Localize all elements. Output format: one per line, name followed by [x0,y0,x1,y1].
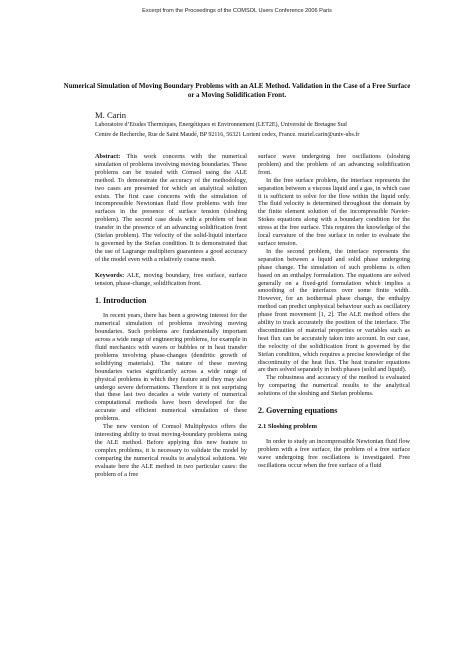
left-column [95,153,247,478]
abstract-label: Abstract: [95,153,121,160]
keywords-text: ALE, moving boundary, free surface, surface tension, phase-change, solidification front. [95,271,247,287]
body-paragraph-4: The robustness and accuracy of the method is evaluated by comparing the numerical results to the analytical solutions of the sloshing and Stefan problems. [258,374,410,398]
abstract-text: This work concerns with the numerical simulation of problems involving moving boundaries. These problems can be treated with Comsol using the ALE method. To demonstrate the accuracy of the methodology, two cases are presented for which an analytical solution exists. The first case concerns with the simulation of incompressible Newtonian fluid flow problems with free surfaces in the presence of surface tension (sloshing problem). The second case deals with a problem of heat transfer in the presence of an advancing solidification front (Stefan problem). The velocity of the solid-liquid interface is governed by the Stefan condition. It is demonstrated that the use of Lagrange multipliers guarantees a good accuracy of the model even with a relatively coarse mesh. [95,153,247,263]
subsection-heading-sloshing: 2.1 Sloshing problem [258,423,318,430]
running-head: Excerpt from the Proceedings of the COMSOL Users Conference 2006 Paris [142,8,332,14]
section-heading-introduction: 1. Introduction [95,295,147,305]
affiliation [95,121,435,140]
body-paragraph-1: surface wave undergoing free oscillations (sloshing problem) and the problem of an advancing solidification front. [258,153,410,176]
section-heading-governing-equations: 2. Governing equations [258,406,338,416]
right-column [258,153,410,470]
abstract [95,153,247,264]
affiliation-line-2: Centre de Recherche, Rue de Saint Maudé, BP 92116, 56321 Lorient cedex, France. muriel.carin@univ-ubs.fr [95,131,360,138]
intro-paragraph-1: In recent years, there has been a growing interest for the numerical simulation of problems involving moving boundaries. Such problems are fundamentally important across a wide range of engineering problems, for example in fluid mechanics with waves or bubbles or in heat transfer problems involving phase-changes (dendritic growth of solidifying materials). The nature of these moving boundaries varies significantly across a wide range of physical problems in which they feature and they may also undergo severe deformations. Therefore it is not surprising that these last two decades a wide variety of numerical computational methods have been developed for the accurate and efficient numerical simulation of these problems. [95,312,247,423]
keywords [95,272,247,288]
affiliation-line-1: Laboratoire d’Etudes Thermiques, Energétiques et Environnement (LET2E), Université de Bretagne Sud [95,122,347,128]
paper-title: Numerical Simulation of Moving Boundary Problems with an ALE Method. Validation in the Case of a Free Surface or a Moving Solidification Front. [63,82,411,99]
sloshing-paragraph-1: In order to study an incompressible Newtonian fluid flow problem with a free surface, the problem of a free surface wave undergoing free oscillations is investigated. Free oscillations occur when the free surface of a fluid [258,437,410,469]
body-paragraph-2: In the free surface problem, the interface represents the separation between a viscous liquid and a gas, in which case it is sufficient to solve for the flow within the liquid only. The fluid velocity is determined throughout the domain by the finite element solution of the incompressible Navier-Stokes equations along with a boundary condition for the stress at the free surface. This requires the knowledge of the local curvature of the free surface in order to evaluate the surface tension. [258,176,410,247]
body-paragraph-3: In the second problem, the interface represents the separation between a liquid and solid phase undergoing phase change. The simulation of such problems is often based on an enthalpy formulation. The equations are solved generally on a fixed-grid formulation which implies a smoothing of the interfaces over some finite width. However, for an isothermal phase change, the enthalpy method can predict unphysical behaviour such as oscillatory phase front movement [1, 2]. The ALE method offers the ability to track accurately the position of the interface. The discontinuities of material properties or variables such as heat flux can be accurately taken into account. In our case, the velocity of the solidification front is governed by the Stefan condition, which requires a precise knowledge of the discontinuity of the heat flux. The heat transfer equations are then solved separately in both phases (solid and liquid). [258,247,410,374]
intro-paragraph-2: The new version of Comsol Multiphysics offers the interesting ability to treat moving-boundary problems using the ALE method. Before applying this new feature to complex problems, it is necessary to validate the model by comparing the numerical results to analytical solutions. We evaluate here the ALE method in two particular cases: the problem of a free [95,423,247,478]
keywords-label: Keywords: [95,271,125,279]
author-name: M. Carin [95,110,127,120]
